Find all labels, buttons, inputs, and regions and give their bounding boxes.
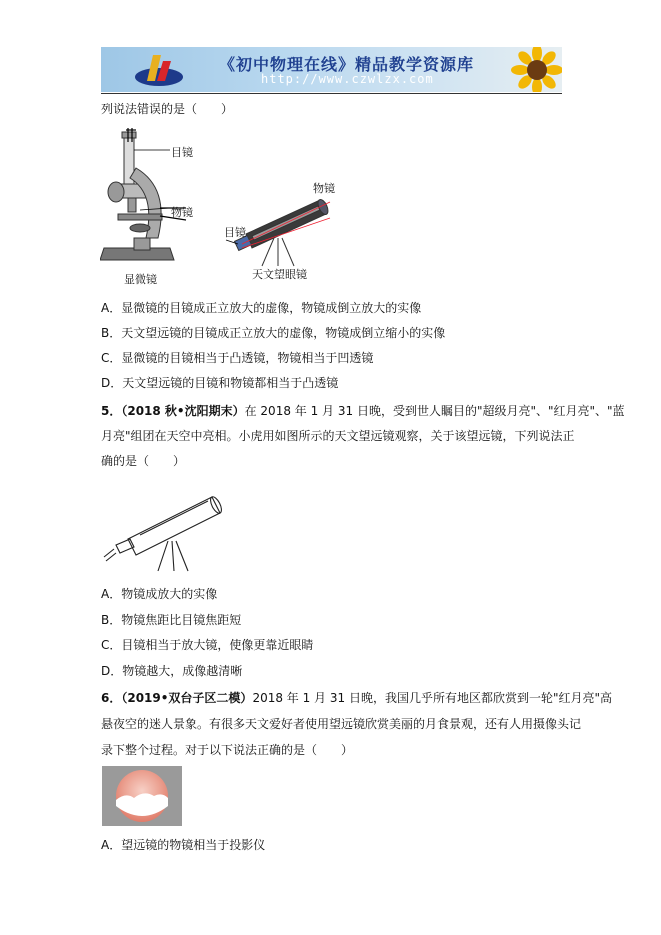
header-divider [101, 93, 562, 94]
q5-stem-line-2: 月亮"组团在天空中亮相。小虎用如图所示的天文望远镜观察，关于该望远镜，下列说法正 [101, 429, 575, 443]
q4-option-b: B．天文望远镜的目镜成正立放大的虚像，物镜成倒立缩小的实像 [101, 326, 446, 340]
q5-option-c: C．目镜相当于放大镜，使像更靠近眼睛 [101, 638, 314, 652]
q5-stem-line-1 [101, 403, 625, 419]
banner-title: 《初中物理在线》精品教学资源库 [219, 55, 475, 74]
q4-option-a: A．显微镜的目镜成正立放大的虚像，物镜成倒立放大的实像 [101, 301, 422, 315]
q6-stem-line-3: 录下整个过程。对于以下说法正确的是（ ） [101, 743, 354, 757]
q5-option-b: B．物镜焦距比目镜焦距短 [101, 613, 242, 627]
q5-number: 5． [101, 404, 122, 418]
red-moon-photo [102, 766, 182, 826]
q5-option-a: A．物镜成放大的实像 [101, 587, 218, 601]
q5-stem-line-3: 确的是（ ） [101, 454, 186, 468]
q5-option-d: D．物镜越大，成像越清晰 [101, 664, 243, 678]
q6-stem-line-1 [101, 690, 612, 706]
microscope-eyepiece-label: 目镜 [171, 146, 193, 159]
q6-stem-text: 2018 年 1 月 31 日晚，我国几乎所有地区都欣赏到一轮"红月亮"高 [252, 691, 612, 705]
telescope-eyepiece-label: 目镜 [224, 226, 246, 239]
q6-option-a: A．望远镜的物镜相当于投影仪 [101, 838, 266, 852]
header-banner [101, 47, 562, 92]
q6-stem-line-2: 悬夜空的迷人景象。有很多天文爱好者使用望远镜欣赏美丽的月食景观，还有人用摄像头记 [101, 717, 582, 731]
telescope-caption: 天文望眼镜 [252, 268, 307, 281]
q4-stem-tail: 列说法错误的是（ ） [101, 102, 234, 116]
sunflower-icon [511, 47, 562, 92]
q6-source: （2019•双台子区二模） [121, 691, 253, 705]
q5-source: （2018 秋•沈阳期末） [121, 404, 245, 418]
banner-url: http://www.czwlzx.com [261, 72, 434, 86]
q6-number: 6． [101, 691, 122, 705]
q5-stem-text: 在 2018 年 1 月 31 日晚，受到世人瞩目的"超级月亮"、"红月亮"、"蓝 [244, 404, 625, 418]
site-logo-icon [131, 51, 191, 89]
telescope-objective-label: 物镜 [313, 182, 335, 195]
q5-telescope-figure [100, 487, 230, 572]
q4-option-c: C．显微镜的目镜相当于凸透镜，物镜相当于凹透镜 [101, 351, 374, 365]
microscope-caption: 显微镜 [124, 273, 157, 286]
q4-option-d: D．天文望远镜的目镜和物镜都相当于凸透镜 [101, 376, 339, 390]
microscope-objective-label: 物镜 [171, 206, 193, 219]
